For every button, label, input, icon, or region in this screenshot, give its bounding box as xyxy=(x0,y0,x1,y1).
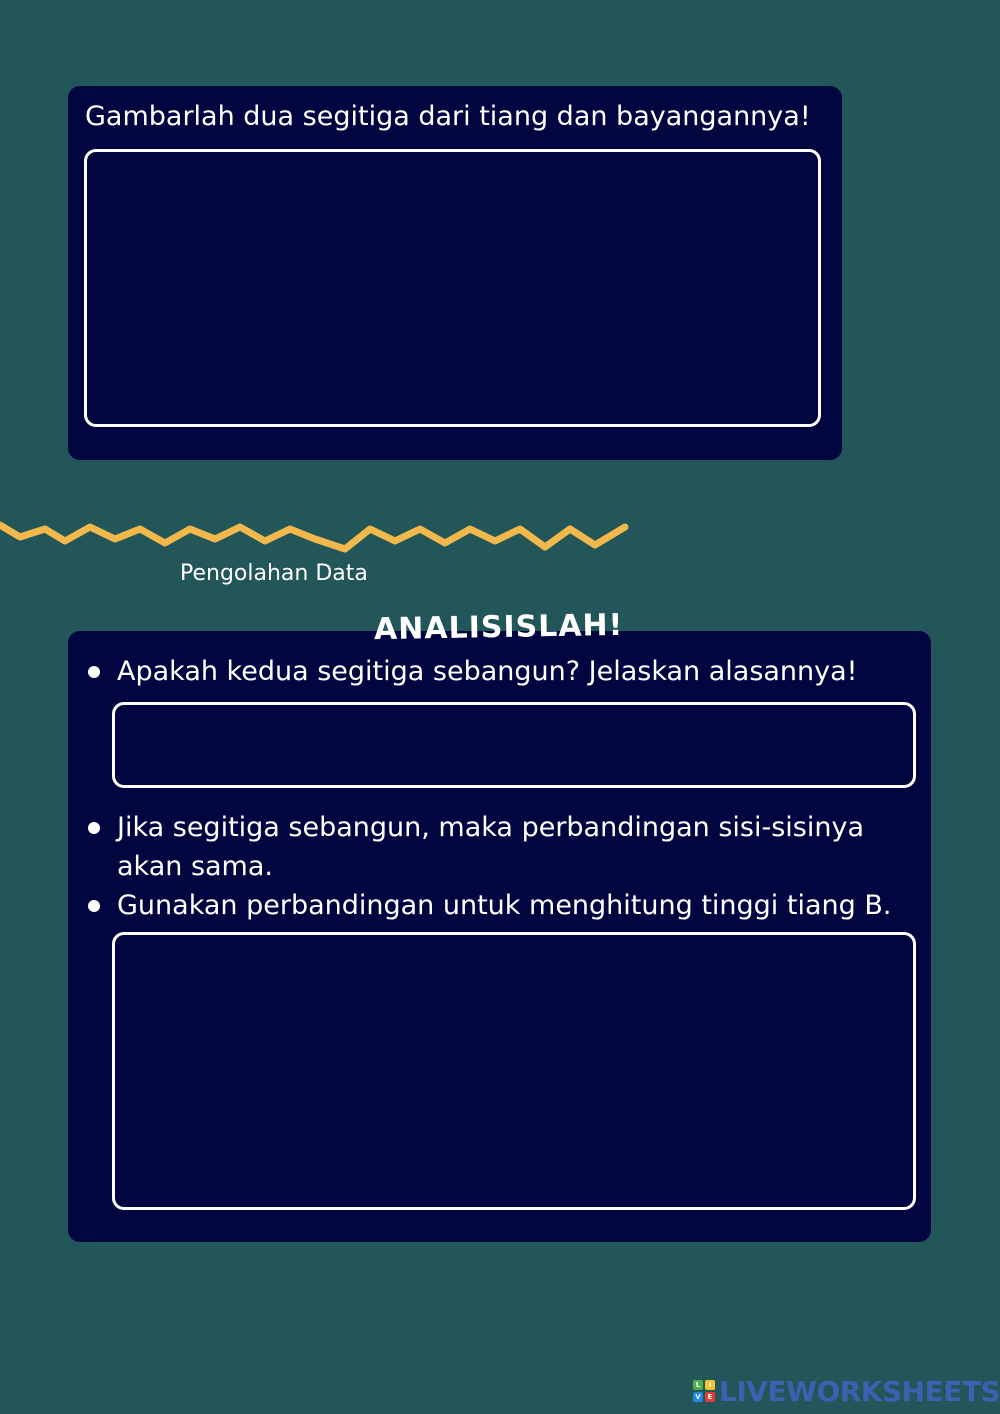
bullet-icon xyxy=(88,666,100,678)
statement-2: Jika segitiga sebangun, maka perbandingan sisi-sisinya akan sama. xyxy=(117,812,864,882)
zigzag-line xyxy=(0,525,625,549)
question-1: Apakah kedua segitiga sebangun? Jelaskan alasannya! xyxy=(117,656,858,687)
brand-name: LIVEWORKSHEETS xyxy=(719,1374,1000,1408)
answer-box-2[interactable] xyxy=(112,932,916,1210)
brand-watermark xyxy=(693,1374,1000,1408)
logo-tile: V xyxy=(693,1392,703,1402)
logo-tile: I xyxy=(705,1380,715,1390)
zigzag-divider xyxy=(0,515,640,565)
liveworksheets-logo-icon xyxy=(693,1380,715,1402)
bullet-icon xyxy=(88,900,100,912)
drawing-answer-box[interactable] xyxy=(84,149,821,427)
logo-tile: E xyxy=(705,1392,715,1402)
answer-box-1[interactable] xyxy=(112,702,916,788)
drawing-prompt: Gambarlah dua segitiga dari tiang dan bayangannya! xyxy=(85,101,811,132)
bullet-icon xyxy=(88,822,100,834)
question-3: Gunakan perbandingan untuk menghitung tinggi tiang B. xyxy=(117,890,892,921)
section-heading: ANALISISLAH! xyxy=(373,607,624,648)
logo-tile: L xyxy=(693,1380,703,1390)
section-label: Pengolahan Data xyxy=(180,561,368,586)
